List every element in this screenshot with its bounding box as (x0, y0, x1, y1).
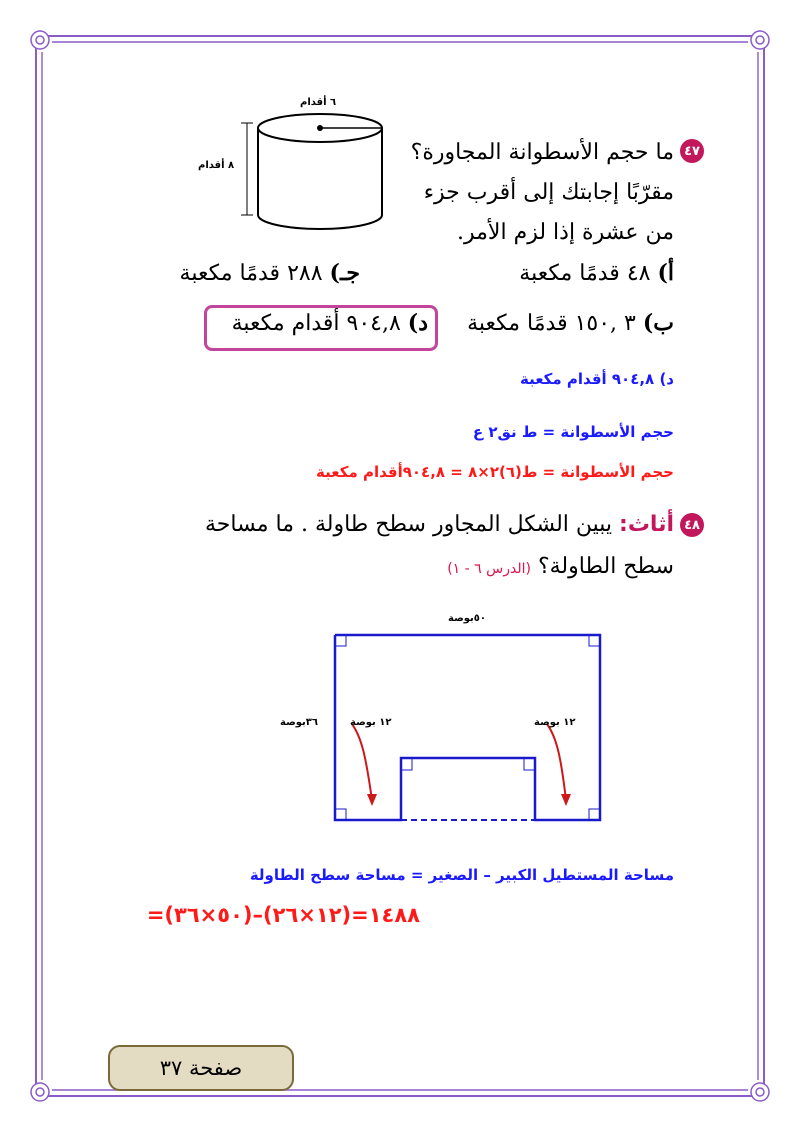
table-top-label: ٥٠بوصة (448, 613, 486, 624)
option-a: أ) ٤٨ قدمًا مكعبة (519, 260, 674, 286)
question-line: ما حجم الأسطوانة المجاورة؟ (410, 140, 674, 165)
cylinder-diagram (200, 100, 400, 250)
inner-left-label: ١٢ بوصة (350, 717, 392, 728)
cylinder-height-label: ٨ أقدام (198, 160, 235, 171)
question-line: من عشرة إذا لزم الأمر. (457, 220, 674, 245)
lesson-reference: (الدرس ٦ - ١) (447, 561, 531, 577)
question-number-badge (680, 513, 704, 537)
table-diagram (330, 630, 610, 830)
page-number-tab (108, 1045, 294, 1091)
question-topic: أثاث: (619, 512, 674, 537)
page-number: صفحة ٣٧ (159, 1056, 243, 1080)
option-d: د) ٩٠٤,٨ أقدام مكعبة (231, 310, 428, 336)
question-line: أثاث: يبين الشكل المجاور سطح طاولة . ما مساحة (204, 512, 674, 537)
option-b: ب) ٣ ,١٥٠ قدمًا مكعبة (467, 310, 674, 336)
option-c: جـ) ٢٨٨ قدمًا مكعبة (179, 260, 360, 286)
question-number: ٤٧ (684, 143, 700, 159)
cylinder-radius-label: ٦ أقدام (300, 97, 337, 108)
question-number: ٤٨ (684, 517, 700, 533)
inner-right-label: ١٢ بوصة (534, 717, 576, 728)
question-line: مقرّبًا إجابتك إلى أقرب جزء (423, 180, 674, 205)
question-line: سطح الطاولة؟ (الدرس ٦ - ١) (447, 554, 674, 579)
solution-formula: حجم الأسطوانة = ط نق٢ ع (472, 423, 674, 441)
solution-answer: د) ٩٠٤,٨ أقدام مكعبة (519, 370, 674, 388)
table-side-label: ٣٦بوصة (280, 717, 318, 728)
solution-line: =(٥٠×٣٦)–(١٢×٢٦)=١٤٨٨ (146, 903, 420, 927)
solution-calculation: حجم الأسطوانة = ط(٦)٢×٨ = ٩٠٤,٨أقدام مكعبة (316, 463, 674, 481)
question-number-badge (680, 139, 704, 163)
solution-line: مساحة المستطيل الكبير – الصغير = مساحة سطح الطاولة (249, 866, 674, 884)
